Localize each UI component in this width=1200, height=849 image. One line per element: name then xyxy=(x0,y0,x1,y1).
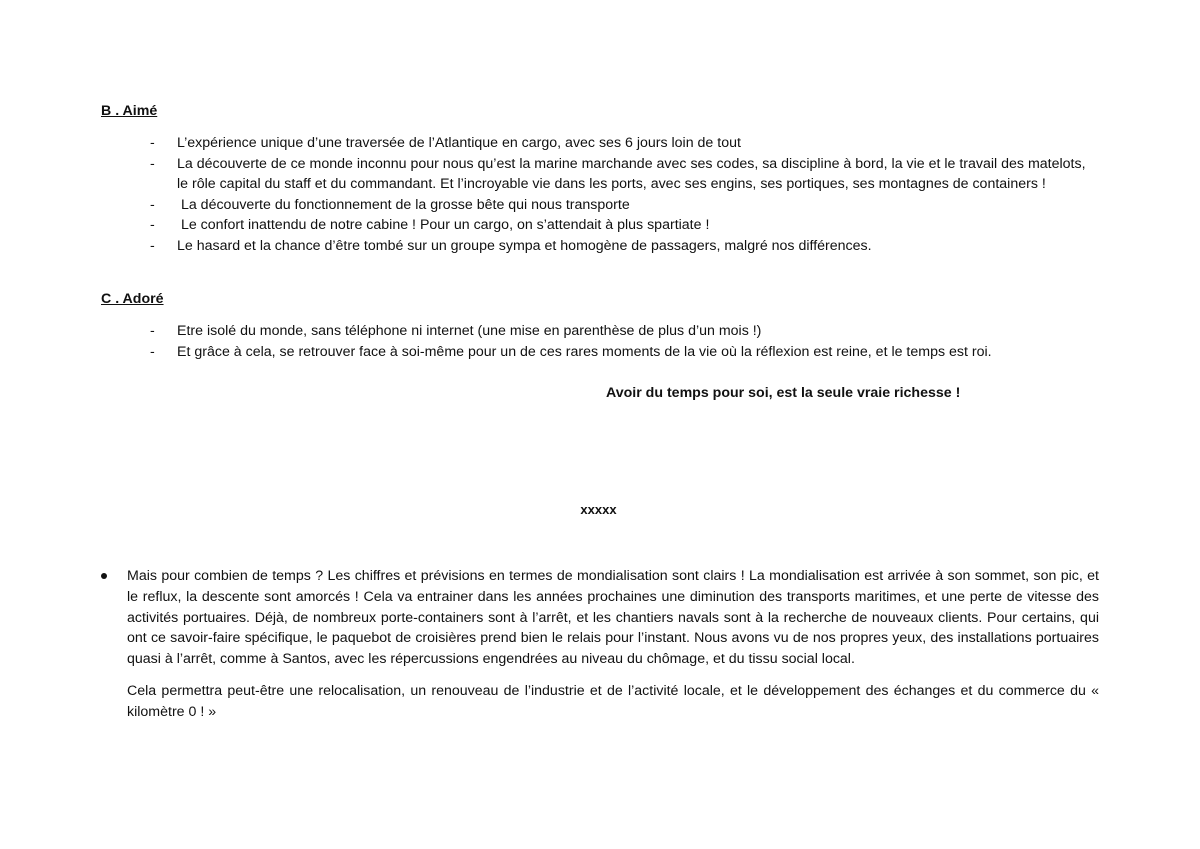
bullet-dot-icon xyxy=(101,573,107,579)
section-c-list xyxy=(150,321,1100,362)
dash-marker: - xyxy=(150,323,155,339)
dash-marker: - xyxy=(150,343,155,360)
dash-marker: - xyxy=(150,217,155,234)
bullet-paragraph: Mais pour combien de temps ? Les chiffres et prévisions en termes de mondialisation sont clairs ! La mondialisation est arrivée à son sommet, son pic, et le reflux, la descente sont amorcés ! Cela va entrainer dans les années prochaines une diminution des transports maritimes, et une perte de vitesse des activités portuaires. Déjà, de nombreux porte-containers sont à l’arrêt, et les chantiers navals sont à la recherche de nouveaux clients. Pour certains, qui ont ce savoir-faire spécifique, le paquebot de croisières prend bien le relais pour l’instant. Nous avons vu de nos propres yeux, des installations portuaires quasi à l’arrêt, comme à Santos, avec les répercussions engendrées au niveau du chômage, et du tissu social local. xyxy=(101,566,1099,670)
bullet-section xyxy=(101,566,1099,723)
list-item: - L’expérience unique d’une traversée de l’Atlantique en cargo, avec ses 6 jours loin de tout xyxy=(150,133,1100,154)
list-item: - Le confort inattendu de notre cabine ! Pour un cargo, on s’attendait à plus spartiate ! xyxy=(150,215,1100,236)
list-item: - La découverte du fonctionnement de la grosse bête qui nous transporte xyxy=(150,195,1100,216)
section-b-heading: B . Aimé xyxy=(101,103,158,119)
dash-marker: - xyxy=(150,196,155,213)
section-separator: xxxxx xyxy=(580,502,617,517)
motto-line: Avoir du temps pour soi, est la seule vraie richesse ! xyxy=(606,385,961,401)
list-item: - Et grâce à cela, se retrouver face à soi-même pour un de ces rares moments de la vie où la réflexion est reine, et le temps est roi. xyxy=(150,342,1100,363)
dash-marker: - xyxy=(150,237,155,254)
dash-marker: - xyxy=(150,155,155,172)
list-item: - Le hasard et la chance d’être tombé sur un groupe sympa et homogène de passagers, malgré nos différences. xyxy=(150,236,1100,257)
section-b-list xyxy=(150,133,1100,257)
section-c-heading: C . Adoré xyxy=(101,291,164,307)
dash-marker: - xyxy=(150,135,155,151)
followup-paragraph: Cela permettra peut-être une relocalisation, un renouveau de l’industrie et de l’activité locale, et le développement des échanges et du commerce du « kilomètre 0 ! » xyxy=(127,682,1099,720)
list-item: - La découverte de ce monde inconnu pour nous qu’est la marine marchande avec ses codes, sa discipline à bord, la vie et le travail des matelots, le rôle capital du staff et du commandant. Et l’incroyable vie dans les ports, avec ses engins, ses portiques, ses montagnes de containers ! xyxy=(150,155,1086,193)
list-item: - Etre isolé du monde, sans téléphone ni internet (une mise en parenthèse de plus d’un mois !) xyxy=(150,321,1100,342)
